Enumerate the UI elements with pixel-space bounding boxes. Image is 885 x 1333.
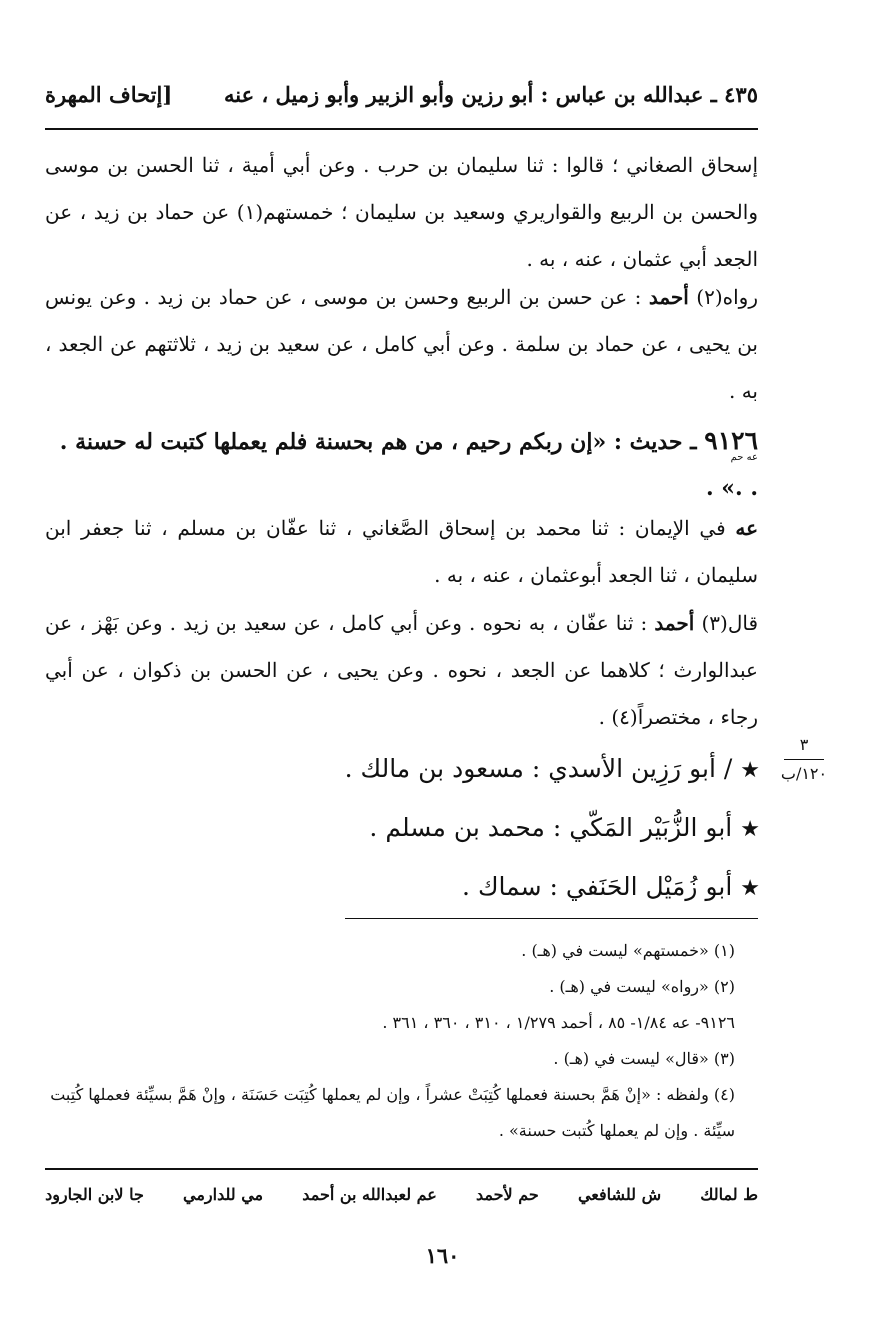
sigla-item: عم لعبدالله بن أحمد [302,1185,437,1204]
sigla-item: ش للشافعي [577,1185,662,1204]
paragraph-2-text: : عن حسن بن الربيع وحسن بن موسى ، عن حماد بن زيد . وعن يونس بن يحيى ، عن حماد بن سلمة . وعن أبي كامل ، عن سعيد بن زيد ، ثلاثتهم عن الجعد ، به . [45,285,758,403]
footnotes [45,933,735,1149]
star-icon: ★ [740,758,760,783]
narrator-text: / أبو رَزِين الأسدي : مسعود بن مالك . [344,754,733,783]
paragraph-2-bold: أحمد [648,285,689,309]
star-icon: ★ [740,876,760,901]
folio-top: ٣ [799,735,809,754]
sigla-key [45,1180,758,1210]
running-title: ٤٣٥ ـ عبدالله بن عباس : أبو رزين وأبو الزبير وأبو زميل ، عنه [224,82,758,107]
sigla-item: ط لمالك [700,1185,758,1204]
narrator-line [240,740,760,799]
folio-rule [784,759,824,760]
footnote: (١) «خمستهم» ليست في (هـ) . [521,941,735,960]
paragraph-3 [45,505,758,599]
sigla-item: حم لأحمد [476,1185,539,1204]
narrator-line [240,858,760,917]
footnote: ٩١٢٦- عه ١/٨٤- ٨٥ ، أحمد ١/٢٧٩ ، ٣١٠ ، ٣٦٠ ، ٣٦١ . [382,1013,735,1032]
header-rule [45,128,758,130]
paragraph-2-lead: رواه(٢) [696,285,758,309]
paragraph-2 [45,274,758,415]
paragraph-4-text: : ثنا عفّان ، به نحوه . وعن أبي كامل ، عن سعيد بن زيد . وعن بَهْز ، عن عبدالوارث ؛ كلاهما عن الجعد ، نحوه . وعن يحيى ، عن الحسن بن ذكوان ، عن أبي رجاء ، مختصراً(٤) . [45,611,758,729]
footnote-rule [345,918,758,919]
sigla-item: مي للدارمي [183,1185,264,1204]
manuscript-folio-note [776,735,832,784]
sigla-rule [45,1168,758,1170]
sigla-item: جا لابن الجارود [45,1185,144,1204]
hadith-text: ـ حديث : «إن ربكم رحيم ، من هم بحسنة فلم يعملها كتبت له حسنة . . .» . [59,429,758,501]
narrators-list [240,740,760,917]
paragraph-3-text: في الإيمان : ثنا محمد بن إسحاق الصَّغاني ، ثنا عفّان بن مسلم ، ثنا جعفر ابن سليمان ، ثنا الجعد أبوعثمان ، عنه ، به . [45,516,758,587]
hadith-heading [45,418,758,511]
page-number: ١٦٠ [425,1243,460,1268]
page-header [45,76,758,116]
paragraph-4 [45,600,758,741]
folio-bottom: ١٢٠/ب [780,764,828,783]
footnote: (٣) «قال» ليست في (هـ) . [553,1049,735,1068]
narrator-line [240,799,760,858]
narrator-text: أبو زُمَيْل الحَنَفي : سماك . [462,872,733,901]
paragraph-1: إسحاق الصغاني ؛ قالوا : ثنا سليمان بن حرب . وعن أبي أمية ، ثنا الحسن بن موسى والحسن بن الربيع والقواريري وسعيد بن سليمان ؛ خمستهم(١) عن حماد بن زيد ، عن الجعد أبي عثمان ، عنه ، به . [45,153,758,271]
hadith-sigla: عه حم [730,452,758,463]
paragraph-4-lead: قال(٣) [701,611,759,635]
hadith-number: ٩١٢٦ [704,426,758,455]
paragraph-3-bold: عه [735,516,758,540]
star-icon: ★ [740,817,760,842]
book-title: [إتحاف المهرة [45,82,173,107]
paragraph-4-bold: أحمد [654,611,695,635]
footnote: (٤) ولفظه : «إنْ هَمَّ بحسنة فعملها كُتِبَتْ عشراً ، وإن لم يعملها كُتِبَت حَسَنَة ، وإنْ هَمَّ بسيِّئة فعملها كُتِبت سيِّئة . وإن لم يعملها كُتبت حسنة» . [50,1085,735,1140]
narrator-text: أبو الزُّبَيْر المَكّي : محمد بن مسلم . [369,813,733,842]
footnote: (٢) «رواه» ليست في (هـ) . [549,977,735,996]
